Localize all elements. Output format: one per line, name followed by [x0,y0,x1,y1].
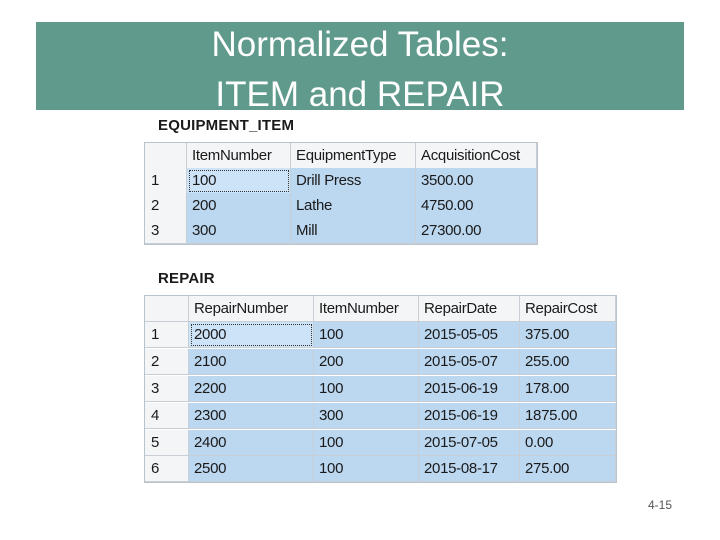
table-cell[interactable]: Drill Press [291,168,416,194]
table-cell[interactable]: 300 [187,218,291,244]
table-cell[interactable]: 2400 [189,430,314,456]
grid-corner[interactable] [145,296,189,322]
table-cell[interactable]: 2015-05-05 [419,322,520,348]
table-row[interactable] [145,456,616,482]
table-row[interactable] [145,218,537,244]
equipment-item-grid [144,142,538,245]
table-cell[interactable]: 3500.00 [416,168,537,194]
table-row[interactable] [145,430,616,456]
table-cell[interactable]: 200 [187,193,291,219]
row-number[interactable]: 3 [145,376,189,402]
table-cell[interactable]: Lathe [291,193,416,219]
table-cell[interactable]: 100 [314,456,419,482]
table-cell[interactable]: 2300 [189,403,314,429]
table-cell[interactable]: 200 [314,349,419,375]
column-header-repaircost[interactable]: RepairCost [520,296,616,322]
repair-grid [144,295,617,483]
page-number: 4-15 [648,498,673,512]
slide-title-line-1: Normalized Tables: [211,25,509,64]
table-cell[interactable]: 2015-06-19 [419,403,520,429]
table-cell[interactable]: 178.00 [520,376,616,402]
table-cell[interactable]: 2000 [189,322,314,348]
column-header-repairnumber[interactable]: RepairNumber [189,296,314,322]
table-cell[interactable]: 100 [314,376,419,402]
column-header-equipmenttype[interactable]: EquipmentType [291,143,416,169]
column-header-itemnumber[interactable]: ItemNumber [187,143,291,169]
table-cell[interactable]: 0.00 [520,430,616,456]
table-cell[interactable]: 100 [314,322,419,348]
slide-title-banner [36,22,684,114]
grid-header-row [145,296,616,322]
table-cell[interactable]: 2015-07-05 [419,430,520,456]
table-cell[interactable]: 255.00 [520,349,616,375]
table-row[interactable] [145,193,537,219]
table-cell[interactable]: 2200 [189,376,314,402]
table-row[interactable] [145,322,616,348]
row-number[interactable]: 1 [145,168,187,194]
table-cell[interactable]: 275.00 [520,456,616,482]
table-cell[interactable]: 2500 [189,456,314,482]
table-cell[interactable]: 100 [187,168,291,194]
table-cell[interactable]: 27300.00 [416,218,537,244]
row-number[interactable]: 5 [145,430,189,456]
table-cell[interactable]: 1875.00 [520,403,616,429]
table-row[interactable] [145,168,537,194]
column-header-itemnumber[interactable]: ItemNumber [314,296,419,322]
table-cell[interactable]: 2015-06-19 [419,376,520,402]
grid-corner[interactable] [145,143,187,169]
column-header-repairdate[interactable]: RepairDate [419,296,520,322]
row-number[interactable]: 1 [145,322,189,348]
table-cell[interactable]: 2015-05-07 [419,349,520,375]
table-cell[interactable]: 2015-08-17 [419,456,520,482]
row-number[interactable]: 6 [145,456,189,482]
table-cell[interactable]: 2100 [189,349,314,375]
grid-header-row [145,143,537,169]
table-row[interactable] [145,349,616,375]
column-header-acquisitioncost[interactable]: AcquisitionCost [416,143,537,169]
table-cell[interactable]: 4750.00 [416,193,537,219]
table-row[interactable] [145,376,616,402]
repair-caption: REPAIR [158,270,215,287]
row-number[interactable]: 2 [145,193,187,219]
equipment-item-caption: EQUIPMENT_ITEM [158,117,295,134]
table-cell[interactable]: 375.00 [520,322,616,348]
slide-title-line-2: ITEM and REPAIR [215,75,505,114]
row-number[interactable]: 3 [145,218,187,244]
table-cell[interactable]: 100 [314,430,419,456]
row-number[interactable]: 4 [145,403,189,429]
table-row[interactable] [145,403,616,429]
table-cell[interactable]: Mill [291,218,416,244]
row-number[interactable]: 2 [145,349,189,375]
table-cell[interactable]: 300 [314,403,419,429]
